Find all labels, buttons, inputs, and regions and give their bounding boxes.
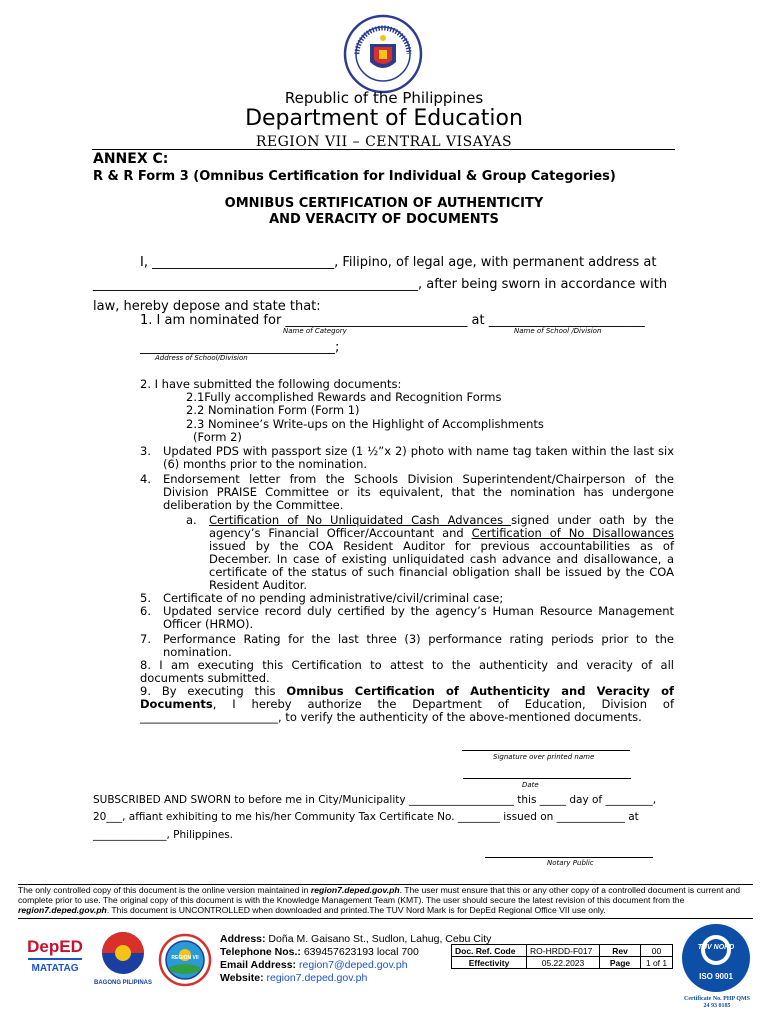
doc-ref-value: RO-HRDD-F017 [527, 945, 600, 957]
controlled-copy-note [18, 885, 752, 915]
date-line [463, 778, 631, 779]
notary-label: Notary Public [547, 859, 594, 867]
note-link-1[interactable]: region7.deped.gov.ph [310, 885, 400, 895]
note-link-2[interactable]: region7.deped.gov.ph [18, 905, 107, 915]
item-9-bold: Omnibus Certification of Authenticity and Veracity of Documents [140, 684, 675, 711]
department-title: Department of Education [245, 106, 523, 131]
label-address-of-school: Address of School/Division [155, 354, 248, 362]
iso-9001-text: ISO 9001 [699, 972, 733, 981]
cert-no-line1: Certificate No. PHP QMS [684, 996, 750, 1002]
page-label: Page [600, 957, 641, 969]
item-6: Updated service record duly certified by the agency’s Human Resource Management Officer (HRMO). [163, 604, 674, 631]
region-text: REGION VII – CENTRAL VISAYAS [255, 134, 513, 150]
item-4a-underline-2: Certification of No Disallowances [471, 526, 674, 540]
bagong-pilipinas-emblem [92, 930, 154, 976]
signature-label: Signature over printed name [493, 753, 595, 761]
item-4a-text-1: signed under oath by the agency’s Financial Officer/Accountant and [209, 513, 674, 540]
note-text-e: . This document is UNCONTROLLED when downloaded and printed.The TUV Nord Mark is for DepEd Regional Office VII use only. [106, 905, 606, 915]
address-row: Address: Doña M. Gaisano St., Sudlon, Lahug, Cebu City [220, 933, 492, 945]
page-value: 1 of 1 [641, 957, 673, 969]
doc-reference-table [451, 944, 673, 969]
item-4a [209, 514, 674, 592]
signature-line [462, 750, 630, 751]
item-2-3: 2.3 Nominee’s Write-ups on the Highlight of Accomplishments [186, 417, 544, 431]
email-row: Email Address: region7@deped.gov.ph [220, 959, 408, 971]
tuv-nord-logo [680, 922, 752, 994]
deped-matatag-logo [22, 937, 88, 987]
region-vii-text: REGION VII [171, 955, 199, 961]
item-5-num: 5. [140, 591, 151, 605]
item-3-num: 3. [140, 444, 151, 458]
note-text-c: . The user must ensure that this or any other copy of a controlled document is current and complete prior to use. The original copy of this document is with the Knowledge Management Team (KMT). The user should secure the latest revision of this document from the [18, 885, 741, 905]
effectivity-value: 05.22.2023 [527, 957, 600, 969]
item-1: 1. I am nominated for ____________________________ at ________________________ [140, 313, 645, 328]
item-2: 2. I have submitted the following documents: [140, 377, 402, 391]
email-link[interactable]: region7@deped.gov.ph [296, 959, 408, 971]
item-9-text-a: 9. By executing this [140, 684, 287, 698]
footer-rule-bottom [18, 918, 753, 919]
rev-label: Rev [600, 945, 641, 957]
item-2-1: 2.1Fully accomplished Rewards and Recognition Forms [186, 390, 502, 404]
effectivity-label: Effectivity [452, 957, 527, 969]
certification-title [0, 196, 768, 228]
republic-text: Republic of the Philippines [284, 89, 484, 107]
item-5: Certificate of no pending administrative/civil/criminal case; [163, 591, 504, 605]
region-vii-logo [158, 933, 212, 987]
tuv-nord-mark [680, 922, 752, 994]
deped-seal [343, 14, 423, 94]
item-7: Performance Rating for the last three (3) performance rating periods prior to the nomination. [163, 632, 674, 659]
item-7-num: 7. [140, 632, 151, 646]
sworn-line2: 20___, affiant exhibiting to me his/her Community Tax Certificate No. ________ issued on _____________ at [93, 811, 639, 823]
item-9 [140, 685, 674, 724]
item-4a-text-2: issued by the COA Resident Auditor for previous accountabilities as of December. In case of existing unliquidated cash advance and disallowance, a certificate of the status of such financial obligation shall be issued by the COA Resident Auditor. [209, 539, 674, 592]
annex-label: ANNEX C: [93, 151, 169, 167]
deped-logo-text: DepED [27, 937, 83, 956]
label-name-of-school: Name of School /Division [514, 327, 602, 335]
item-6-num: 6. [140, 604, 151, 618]
item-4a-underline-1: Certification of No Unliquidated Cash Advances [209, 513, 512, 527]
item-4: Endorsement letter from the Schools Division Superintendent/Chairperson of the Division PRAISE Committee or its equivalent, that the nomination has undergone deliberation by the Committee. [163, 472, 674, 512]
website-link[interactable]: region7.deped.gov.ph [263, 972, 368, 984]
item-9-text-c: , I hereby authorize the Department of Education, Division of ________________________, to verify the authenticity of the above-mentioned documents. [140, 697, 674, 724]
form-title: R & R Form 3 (Omnibus Certification for Individual & Group Categories) [93, 169, 616, 184]
tuv-nord-text: TUV NORD [697, 944, 735, 951]
header-rule [92, 149, 675, 150]
intro-line1: I, ____________________________, Filipino, of legal age, with permanent address at [140, 255, 657, 270]
item-4-num: 4. [140, 472, 151, 486]
item-8: 8. I am executing this Certification to attest to the authenticity and veracity of all documents submitted. [140, 658, 674, 685]
telephone-row: Telephone Nos.: 639457623193 local 700 [220, 946, 419, 958]
matatag-logo-text: MATATAG [31, 963, 79, 974]
doc-ref-label: Doc. Ref. Code [452, 945, 527, 957]
item-4a-letter: a. [186, 513, 197, 527]
bagong-pilipinas-logo [92, 930, 154, 988]
deped-logo-bar [28, 958, 82, 960]
tuv-certificate-no [672, 996, 762, 1010]
date-label: Date [522, 781, 539, 789]
sworn-line3: ______________, Philippines. [93, 829, 234, 841]
doc-row-1 [452, 945, 673, 957]
item-2-2: 2.2 Nomination Form (Form 1) [186, 403, 360, 417]
bagong-pilipinas-text: BAGONG PILIPINAS [93, 980, 152, 986]
website-row: Website: region7.deped.gov.ph [220, 972, 368, 984]
rev-value: 00 [641, 945, 673, 957]
item-3: Updated PDS with passport size (1 ½”x 2) photo with name tag taken within the last six (6) months prior to the nomination. [163, 444, 674, 471]
certification-title-line1: OMNIBUS CERTIFICATION OF AUTHENTICITY [224, 196, 544, 211]
cert-no-line2: 24 93 0185 [703, 1003, 731, 1009]
sworn-line1: SUBSCRIBED AND SWORN to before me in City/Municipality ____________________ this _____ day of _________, [93, 794, 657, 806]
item-2-3b: (Form 2) [193, 430, 242, 444]
notary-line [485, 857, 653, 858]
doc-row-2 [452, 957, 673, 969]
item-1-line2: ______________________________; [140, 340, 340, 355]
intro-line3: law, hereby depose and state that: [93, 299, 321, 314]
certification-title-line2: AND VERACITY OF DOCUMENTS [269, 212, 499, 227]
label-name-of-category: Name of Category [283, 327, 347, 335]
intro-line2: __________________________________________________, after being sworn in accordance with [93, 277, 668, 292]
note-text-a: The only controlled copy of this document is the online version maintained in [18, 885, 311, 895]
